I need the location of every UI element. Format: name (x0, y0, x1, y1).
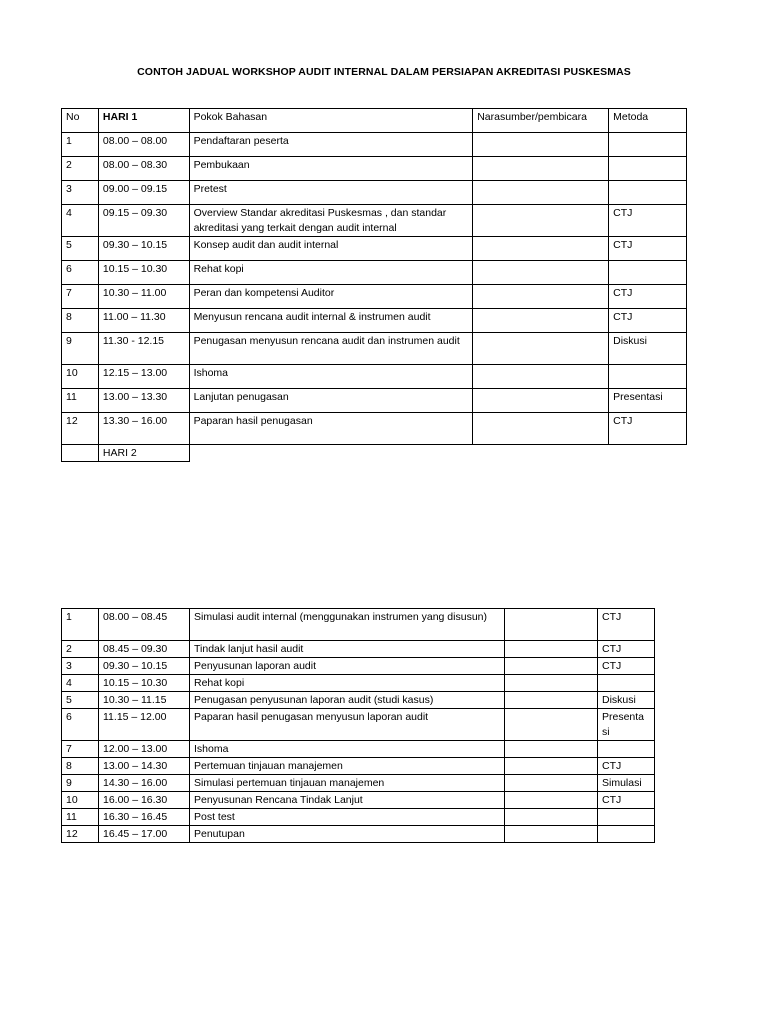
cell-no: 5 (62, 237, 99, 261)
table-row (62, 309, 687, 333)
table-row (62, 809, 655, 826)
cell-method (609, 157, 687, 181)
cell-topic: Simulasi pertemuan tinjauan manajemen (190, 775, 505, 792)
schedule-table-day2 (61, 608, 655, 843)
cell-time: 11.15 – 12.00 (99, 709, 190, 741)
cell-speaker (473, 133, 609, 157)
cell-method (609, 261, 687, 285)
cell-method: Diskusi (609, 333, 687, 365)
cell-topic: Rehat kopi (190, 675, 505, 692)
day2-label: HARI 2 (98, 445, 189, 462)
cell-topic: Ishoma (190, 741, 505, 758)
cell-time: 09.30 – 10.15 (98, 237, 189, 261)
cell-time: 12.00 – 13.00 (99, 741, 190, 758)
cell-method (598, 826, 655, 843)
table-row (62, 758, 655, 775)
cell-time: 09.00 – 09.15 (98, 181, 189, 205)
cell-time: 10.15 – 10.30 (98, 261, 189, 285)
cell-topic: Penugasan penyusunan laporan audit (studi kasus) (190, 692, 505, 709)
header-method: Metoda (609, 109, 687, 133)
cell-method: CTJ (598, 641, 655, 658)
cell-speaker (473, 181, 609, 205)
header-speaker: Narasumber/pembicara (473, 109, 609, 133)
cell-topic: Ishoma (189, 365, 473, 389)
cell-topic: Overview Standar akreditasi Puskesmas , dan standar akreditasi yang terkait dengan audit internal (189, 205, 473, 237)
cell-topic: Pertemuan tinjauan manajemen (190, 758, 505, 775)
cell-topic: Rehat kopi (189, 261, 473, 285)
cell-method (598, 675, 655, 692)
cell-topic: Penyusunan Rencana Tindak Lanjut (190, 792, 505, 809)
document-title: CONTOH JADUAL WORKSHOP AUDIT INTERNAL DALAM PERSIAPAN AKREDITASI PUSKESMAS (137, 66, 631, 78)
cell-topic: Pretest (189, 181, 473, 205)
cell-speaker (473, 365, 609, 389)
cell-method (598, 741, 655, 758)
table-row (62, 157, 687, 181)
cell-no: 9 (62, 333, 99, 365)
cell-time: 09.15 – 09.30 (98, 205, 189, 237)
cell-time: 13.30 – 16.00 (98, 413, 189, 445)
cell-method: CTJ (609, 205, 687, 237)
cell-no: 1 (62, 133, 99, 157)
empty-space (189, 445, 686, 462)
cell-no: 6 (62, 261, 99, 285)
table-header-row (62, 109, 687, 133)
cell-no: 2 (62, 641, 99, 658)
table-row (62, 741, 655, 758)
cell-method: Simulasi (598, 775, 655, 792)
cell-method: CTJ (609, 309, 687, 333)
cell-method (609, 365, 687, 389)
cell-method: Presenta si (598, 709, 655, 741)
cell-time: 16.00 – 16.30 (99, 792, 190, 809)
cell-time: 08.00 – 08.30 (98, 157, 189, 181)
cell-method: CTJ (598, 609, 655, 641)
cell-time: 11.30 - 12.15 (98, 333, 189, 365)
cell-speaker (505, 809, 598, 826)
cell-no: 6 (62, 709, 99, 741)
table-row (62, 261, 687, 285)
cell-method (609, 181, 687, 205)
header-topic: Pokok Bahasan (189, 109, 473, 133)
cell-no: 4 (62, 675, 99, 692)
cell-time: 13.00 – 13.30 (98, 389, 189, 413)
cell-speaker (473, 261, 609, 285)
cell-method: Diskusi (598, 692, 655, 709)
schedule-table-day1 (61, 108, 687, 462)
table-row (62, 413, 687, 445)
cell-speaker (473, 285, 609, 309)
cell-time: 08.45 – 09.30 (99, 641, 190, 658)
cell-topic: Tindak lanjut hasil audit (190, 641, 505, 658)
cell-no: 9 (62, 775, 99, 792)
table-row (62, 285, 687, 309)
cell-no: 11 (62, 389, 99, 413)
cell-speaker (505, 658, 598, 675)
cell-speaker (505, 826, 598, 843)
cell-no: 5 (62, 692, 99, 709)
cell-topic: Menyusun rencana audit internal & instrumen audit (189, 309, 473, 333)
cell-method: CTJ (609, 285, 687, 309)
cell-speaker (473, 237, 609, 261)
table-row (62, 333, 687, 365)
cell-no: 7 (62, 741, 99, 758)
cell-topic: Penyusunan laporan audit (190, 658, 505, 675)
cell-time: 13.00 – 14.30 (99, 758, 190, 775)
cell-topic: Paparan hasil penugasan (189, 413, 473, 445)
cell-topic: Paparan hasil penugasan menyusun laporan audit (190, 709, 505, 741)
table-row (62, 365, 687, 389)
cell-method: Presentasi (609, 389, 687, 413)
cell-time: 10.15 – 10.30 (99, 675, 190, 692)
cell-speaker (505, 692, 598, 709)
cell-topic: Pembukaan (189, 157, 473, 181)
cell-no: 10 (62, 365, 99, 389)
cell-topic: Penutupan (190, 826, 505, 843)
cell-time: 16.45 – 17.00 (99, 826, 190, 843)
cell-speaker (473, 389, 609, 413)
table-row (62, 675, 655, 692)
table-row (62, 641, 655, 658)
cell-speaker (505, 775, 598, 792)
table-row (62, 658, 655, 675)
cell-topic: Post test (190, 809, 505, 826)
cell-no (62, 445, 99, 462)
cell-no: 4 (62, 205, 99, 237)
cell-speaker (505, 609, 598, 641)
cell-method: CTJ (598, 792, 655, 809)
cell-time: 12.15 – 13.00 (98, 365, 189, 389)
table-row (62, 237, 687, 261)
table-row (62, 692, 655, 709)
cell-no: 7 (62, 285, 99, 309)
cell-time: 09.30 – 10.15 (99, 658, 190, 675)
cell-time: 08.00 – 08.45 (99, 609, 190, 641)
table-row (62, 133, 687, 157)
cell-no: 3 (62, 181, 99, 205)
cell-time: 16.30 – 16.45 (99, 809, 190, 826)
cell-speaker (505, 758, 598, 775)
cell-no: 8 (62, 758, 99, 775)
day2-label-row (62, 445, 687, 462)
cell-topic: Penugasan menyusun rencana audit dan instrumen audit (189, 333, 473, 365)
cell-time: 08.00 – 08.00 (98, 133, 189, 157)
cell-no: 3 (62, 658, 99, 675)
cell-method: CTJ (598, 658, 655, 675)
cell-topic: Lanjutan penugasan (189, 389, 473, 413)
cell-no: 11 (62, 809, 99, 826)
cell-no: 12 (62, 413, 99, 445)
cell-speaker (473, 309, 609, 333)
cell-speaker (473, 413, 609, 445)
table-row (62, 792, 655, 809)
cell-time: 14.30 – 16.00 (99, 775, 190, 792)
table-row (62, 181, 687, 205)
cell-speaker (505, 741, 598, 758)
cell-speaker (505, 709, 598, 741)
cell-time: 11.00 – 11.30 (98, 309, 189, 333)
cell-topic: Peran dan kompetensi Auditor (189, 285, 473, 309)
cell-time: 10.30 – 11.15 (99, 692, 190, 709)
cell-method: CTJ (609, 237, 687, 261)
table-row (62, 609, 655, 641)
cell-topic: Simulasi audit internal (menggunakan instrumen yang disusun) (190, 609, 505, 641)
cell-speaker (473, 157, 609, 181)
cell-no: 12 (62, 826, 99, 843)
table-row (62, 709, 655, 741)
cell-speaker (473, 333, 609, 365)
cell-speaker (505, 675, 598, 692)
cell-no: 10 (62, 792, 99, 809)
table-row (62, 826, 655, 843)
table-row (62, 775, 655, 792)
cell-no: 8 (62, 309, 99, 333)
header-no: No (62, 109, 99, 133)
header-time: HARI 1 (98, 109, 189, 133)
cell-method: CTJ (609, 413, 687, 445)
cell-method (609, 133, 687, 157)
cell-method (598, 809, 655, 826)
cell-no: 1 (62, 609, 99, 641)
cell-time: 10.30 – 11.00 (98, 285, 189, 309)
cell-speaker (473, 205, 609, 237)
cell-topic: Pendaftaran peserta (189, 133, 473, 157)
cell-no: 2 (62, 157, 99, 181)
table-row (62, 389, 687, 413)
cell-method: CTJ (598, 758, 655, 775)
cell-speaker (505, 641, 598, 658)
cell-speaker (505, 792, 598, 809)
cell-topic: Konsep audit dan audit internal (189, 237, 473, 261)
table-row (62, 205, 687, 237)
